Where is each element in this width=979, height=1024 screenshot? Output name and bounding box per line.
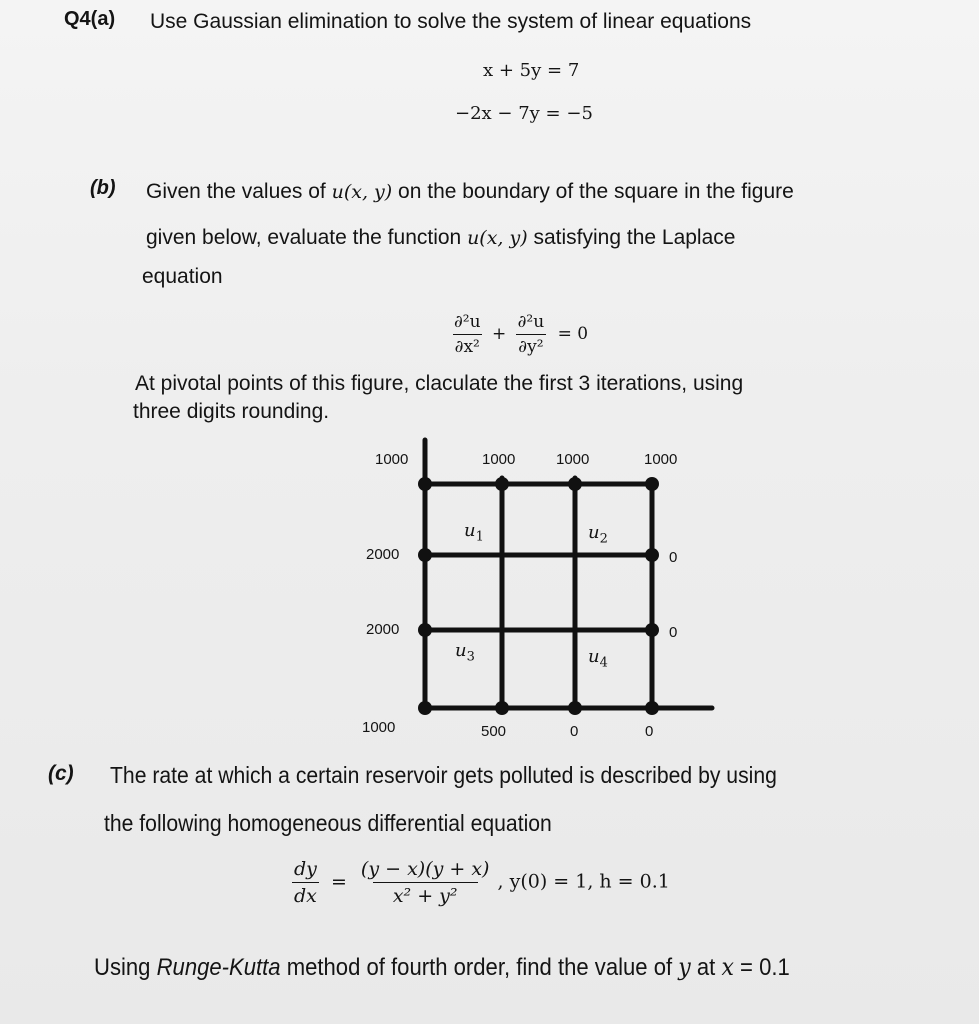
part-c-line-3-mid: method of fourth order, find the value of bbox=[280, 954, 679, 981]
ode-equals: = bbox=[330, 870, 347, 893]
ode-rhs-fraction bbox=[359, 858, 492, 907]
part-c-label: (c) bbox=[48, 762, 74, 785]
bottom-label-1: 1000 bbox=[362, 719, 396, 736]
u-xy-2: u(x, y) bbox=[467, 227, 528, 249]
var-x: x bbox=[721, 953, 734, 981]
var-y: y bbox=[678, 953, 691, 981]
ode-condition: , y(0) = 1, h = 0.1 bbox=[497, 870, 670, 893]
part-b-label: (b) bbox=[90, 177, 116, 199]
node-bottom-2 bbox=[495, 701, 509, 715]
left-label-1: 2000 bbox=[366, 546, 400, 563]
node-bottom-1 bbox=[418, 701, 432, 715]
part-b-line-3: equation bbox=[142, 265, 223, 288]
unknown-u4-letter: u bbox=[588, 646, 600, 667]
node-right-1 bbox=[645, 548, 659, 562]
part-c-line-3-end: = 0.1 bbox=[733, 954, 790, 981]
unknown-u4-sub: 4 bbox=[599, 655, 608, 671]
u-xy-1: u(x, y) bbox=[331, 181, 393, 203]
node-top-3 bbox=[568, 477, 582, 491]
node-left-1 bbox=[418, 548, 432, 562]
part-c-line-1: The rate at which a certain reservoir gets polluted is described by using bbox=[110, 762, 777, 788]
part-c-line-3-start: Using bbox=[94, 954, 157, 981]
part-a-label: Q4(a) bbox=[64, 8, 116, 30]
node-top-4 bbox=[645, 477, 659, 491]
part-b-line-2-end: satisfying the Laplace bbox=[527, 226, 736, 249]
laplace-plus: + bbox=[491, 324, 507, 344]
bottom-label-4: 0 bbox=[645, 723, 654, 740]
part-a-text: Use Gaussian elimination to solve the system of linear equations bbox=[150, 10, 752, 33]
unknown-u1 bbox=[464, 520, 484, 545]
unknown-u3 bbox=[455, 640, 475, 665]
part-b-line-4: At pivotal points of this figure, claculate the first 3 iterations, using bbox=[135, 372, 744, 395]
ode-lhs-num: dy bbox=[294, 858, 317, 880]
ode-equation bbox=[292, 858, 670, 907]
node-top-2 bbox=[495, 477, 509, 491]
part-b-line-2-start: given below, evaluate the function bbox=[146, 226, 468, 249]
unknown-u1-sub: 1 bbox=[475, 529, 484, 545]
runge-kutta-term: Runge-Kutta bbox=[156, 954, 281, 981]
node-left-2 bbox=[418, 623, 432, 637]
top-label-4: 1000 bbox=[644, 451, 678, 468]
laplace-num-1: ∂²u bbox=[454, 312, 481, 332]
right-label-2: 0 bbox=[669, 624, 678, 641]
unknown-u3-sub: 3 bbox=[466, 649, 475, 665]
unknown-u1-letter: u bbox=[464, 520, 476, 541]
unknown-u2-sub: 2 bbox=[599, 531, 608, 547]
part-b-line-1-start: Given the values of bbox=[146, 180, 332, 203]
part-c-line-3-at: at bbox=[690, 954, 722, 981]
laplace-den-1: ∂x² bbox=[453, 334, 482, 357]
unknown-u3-letter: u bbox=[455, 640, 467, 661]
node-bottom-4 bbox=[645, 701, 659, 715]
part-b-line-5: three digits rounding. bbox=[133, 400, 330, 423]
laplace-num-2: ∂²u bbox=[517, 312, 545, 332]
top-label-1: 1000 bbox=[375, 451, 409, 468]
unknown-u2 bbox=[588, 522, 608, 547]
bottom-label-2: 500 bbox=[481, 723, 507, 740]
laplace-rhs: = 0 bbox=[557, 324, 589, 344]
ode-rhs-num: (y − x)(y + x) bbox=[360, 858, 490, 880]
left-label-2: 2000 bbox=[366, 621, 400, 638]
part-a-equation-1: x + 5y = 7 bbox=[483, 60, 580, 81]
ode-rhs-den: x² + y² bbox=[373, 882, 478, 907]
right-label-1: 0 bbox=[669, 549, 678, 566]
ode-lhs-den: dx bbox=[292, 882, 319, 907]
ode-lhs-fraction bbox=[292, 858, 319, 907]
laplace-den-2: ∂y² bbox=[516, 334, 545, 357]
unknown-u4 bbox=[588, 646, 608, 671]
top-label-2: 1000 bbox=[482, 451, 516, 468]
part-a-equation-2: −2x − 7y = −5 bbox=[455, 103, 593, 124]
part-c-line-3 bbox=[94, 953, 790, 982]
top-label-3: 1000 bbox=[556, 451, 590, 468]
part-c-line-2: the following homogeneous differential equation bbox=[104, 810, 552, 836]
node-right-2 bbox=[645, 623, 659, 637]
unknown-u2-letter: u bbox=[588, 522, 600, 543]
bottom-label-3: 0 bbox=[570, 723, 579, 740]
node-bottom-3 bbox=[568, 701, 582, 715]
part-b-line-1-end: on the boundary of the square in the figure bbox=[392, 180, 794, 203]
node-top-1 bbox=[418, 477, 432, 491]
